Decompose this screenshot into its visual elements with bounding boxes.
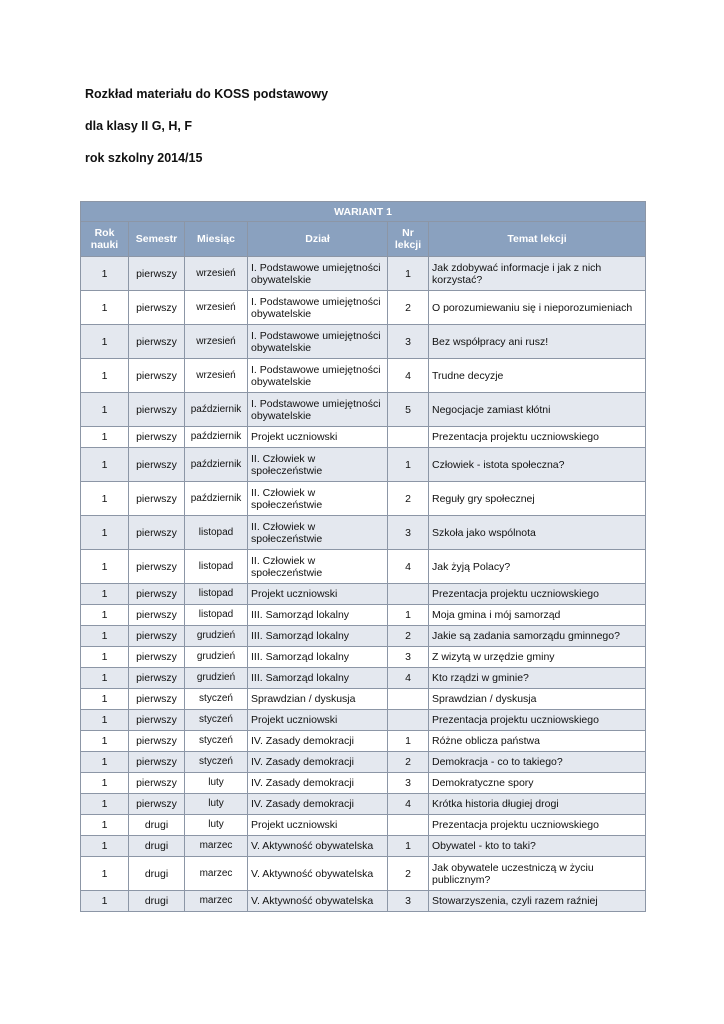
cell-lesson-topic: Sprawdzian / dyskusja bbox=[429, 689, 646, 710]
cell-semester: pierwszy bbox=[129, 448, 185, 482]
table-row bbox=[81, 584, 646, 605]
table-row bbox=[81, 836, 646, 857]
table-body bbox=[81, 257, 646, 912]
cell-lesson-number: 2 bbox=[388, 482, 429, 516]
cell-year: 1 bbox=[81, 605, 129, 626]
cell-lesson-topic: Szkoła jako wspólnota bbox=[429, 516, 646, 550]
syllabus-table bbox=[80, 201, 646, 912]
cell-semester: pierwszy bbox=[129, 291, 185, 325]
cell-lesson-topic: Jak żyją Polacy? bbox=[429, 550, 646, 584]
cell-year: 1 bbox=[81, 794, 129, 815]
cell-semester: pierwszy bbox=[129, 482, 185, 516]
table-row bbox=[81, 448, 646, 482]
cell-section: IV. Zasady demokracji bbox=[248, 794, 388, 815]
cell-lesson-number: 2 bbox=[388, 752, 429, 773]
cell-lesson-topic: Demokratyczne spory bbox=[429, 773, 646, 794]
cell-lesson-number: 1 bbox=[388, 605, 429, 626]
cell-section: I. Podstawowe umiejętności obywatelskie bbox=[248, 291, 388, 325]
cell-section: V. Aktywność obywatelska bbox=[248, 836, 388, 857]
cell-year: 1 bbox=[81, 689, 129, 710]
cell-semester: pierwszy bbox=[129, 710, 185, 731]
cell-year: 1 bbox=[81, 257, 129, 291]
cell-year: 1 bbox=[81, 626, 129, 647]
cell-year: 1 bbox=[81, 731, 129, 752]
cell-lesson-topic: Reguły gry społecznej bbox=[429, 482, 646, 516]
cell-lesson-number: 4 bbox=[388, 794, 429, 815]
cell-section: Projekt uczniowski bbox=[248, 584, 388, 605]
cell-month: wrzesień bbox=[185, 359, 248, 393]
cell-year: 1 bbox=[81, 815, 129, 836]
cell-section: II. Człowiek w społeczeństwie bbox=[248, 550, 388, 584]
cell-lesson-topic: Różne oblicza państwa bbox=[429, 731, 646, 752]
cell-semester: pierwszy bbox=[129, 668, 185, 689]
cell-lesson-number: 4 bbox=[388, 668, 429, 689]
cell-year: 1 bbox=[81, 773, 129, 794]
cell-lesson-topic: Jak zdobywać informacje i jak z nich korzystać? bbox=[429, 257, 646, 291]
table-row bbox=[81, 857, 646, 891]
cell-lesson-topic: Stowarzyszenia, czyli razem raźniej bbox=[429, 891, 646, 912]
cell-lesson-number: 1 bbox=[388, 836, 429, 857]
cell-lesson-topic: Demokracja - co to takiego? bbox=[429, 752, 646, 773]
cell-semester: pierwszy bbox=[129, 325, 185, 359]
table-row bbox=[81, 257, 646, 291]
table-row bbox=[81, 794, 646, 815]
cell-lesson-number: 4 bbox=[388, 550, 429, 584]
cell-lesson-number: 3 bbox=[388, 647, 429, 668]
cell-month: październik bbox=[185, 393, 248, 427]
cell-year: 1 bbox=[81, 891, 129, 912]
table-row bbox=[81, 752, 646, 773]
cell-semester: pierwszy bbox=[129, 584, 185, 605]
cell-semester: drugi bbox=[129, 857, 185, 891]
table-row bbox=[81, 325, 646, 359]
table-row bbox=[81, 359, 646, 393]
table-row bbox=[81, 668, 646, 689]
cell-section: Projekt uczniowski bbox=[248, 710, 388, 731]
cell-month: styczeń bbox=[185, 689, 248, 710]
class-heading: dla klasy II G, H, F bbox=[85, 119, 192, 133]
cell-semester: pierwszy bbox=[129, 550, 185, 584]
cell-year: 1 bbox=[81, 291, 129, 325]
table-row bbox=[81, 710, 646, 731]
cell-month: wrzesień bbox=[185, 257, 248, 291]
cell-lesson-topic: Prezentacja projektu uczniowskiego bbox=[429, 815, 646, 836]
column-header-section: Dział bbox=[248, 222, 388, 257]
cell-month: listopad bbox=[185, 605, 248, 626]
cell-year: 1 bbox=[81, 752, 129, 773]
column-header-lesson-number: Nr lekcji bbox=[388, 222, 429, 257]
cell-semester: pierwszy bbox=[129, 752, 185, 773]
cell-section: I. Podstawowe umiejętności obywatelskie bbox=[248, 359, 388, 393]
table-row bbox=[81, 815, 646, 836]
cell-lesson-number: 1 bbox=[388, 257, 429, 291]
table-row bbox=[81, 773, 646, 794]
table-row bbox=[81, 605, 646, 626]
cell-section: II. Człowiek w społeczeństwie bbox=[248, 516, 388, 550]
cell-month: grudzień bbox=[185, 626, 248, 647]
cell-section: Sprawdzian / dyskusja bbox=[248, 689, 388, 710]
cell-month: styczeń bbox=[185, 731, 248, 752]
cell-lesson-number bbox=[388, 689, 429, 710]
cell-month: wrzesień bbox=[185, 291, 248, 325]
cell-lesson-number: 2 bbox=[388, 626, 429, 647]
cell-semester: drugi bbox=[129, 891, 185, 912]
cell-month: marzec bbox=[185, 857, 248, 891]
cell-semester: pierwszy bbox=[129, 647, 185, 668]
cell-year: 1 bbox=[81, 584, 129, 605]
table-row bbox=[81, 550, 646, 584]
cell-lesson-number: 1 bbox=[388, 448, 429, 482]
table-row bbox=[81, 393, 646, 427]
cell-year: 1 bbox=[81, 482, 129, 516]
cell-month: luty bbox=[185, 794, 248, 815]
cell-lesson-topic: Obywatel - kto to taki? bbox=[429, 836, 646, 857]
cell-lesson-number: 4 bbox=[388, 359, 429, 393]
cell-lesson-number: 5 bbox=[388, 393, 429, 427]
cell-month: grudzień bbox=[185, 647, 248, 668]
cell-lesson-topic: Prezentacja projektu uczniowskiego bbox=[429, 584, 646, 605]
cell-lesson-topic: Jakie są zadania samorządu gminnego? bbox=[429, 626, 646, 647]
cell-lesson-number: 2 bbox=[388, 857, 429, 891]
cell-lesson-number: 3 bbox=[388, 891, 429, 912]
cell-section: V. Aktywność obywatelska bbox=[248, 857, 388, 891]
cell-year: 1 bbox=[81, 647, 129, 668]
cell-year: 1 bbox=[81, 325, 129, 359]
cell-year: 1 bbox=[81, 550, 129, 584]
school-year-heading: rok szkolny 2014/15 bbox=[85, 151, 203, 165]
cell-lesson-number: 3 bbox=[388, 516, 429, 550]
cell-section: Projekt uczniowski bbox=[248, 427, 388, 448]
cell-month: listopad bbox=[185, 584, 248, 605]
cell-year: 1 bbox=[81, 710, 129, 731]
cell-section: IV. Zasady demokracji bbox=[248, 752, 388, 773]
cell-year: 1 bbox=[81, 857, 129, 891]
cell-lesson-topic: Krótka historia długiej drogi bbox=[429, 794, 646, 815]
table-row bbox=[81, 427, 646, 448]
cell-semester: pierwszy bbox=[129, 393, 185, 427]
table-row bbox=[81, 891, 646, 912]
cell-lesson-number bbox=[388, 427, 429, 448]
cell-lesson-number bbox=[388, 584, 429, 605]
cell-year: 1 bbox=[81, 393, 129, 427]
cell-semester: pierwszy bbox=[129, 689, 185, 710]
cell-lesson-number bbox=[388, 710, 429, 731]
column-header-month: Miesiąc bbox=[185, 222, 248, 257]
cell-month: grudzień bbox=[185, 668, 248, 689]
cell-lesson-topic: Człowiek - istota społeczna? bbox=[429, 448, 646, 482]
cell-section: I. Podstawowe umiejętności obywatelskie bbox=[248, 257, 388, 291]
cell-semester: drugi bbox=[129, 836, 185, 857]
cell-semester: pierwszy bbox=[129, 359, 185, 393]
cell-section: IV. Zasady demokracji bbox=[248, 773, 388, 794]
cell-lesson-topic: Prezentacja projektu uczniowskiego bbox=[429, 710, 646, 731]
cell-month: styczeń bbox=[185, 752, 248, 773]
cell-month: październik bbox=[185, 448, 248, 482]
cell-year: 1 bbox=[81, 516, 129, 550]
cell-lesson-topic: Kto rządzi w gminie? bbox=[429, 668, 646, 689]
cell-semester: pierwszy bbox=[129, 516, 185, 550]
variant-header: WARIANT 1 bbox=[81, 202, 646, 222]
cell-section: I. Podstawowe umiejętności obywatelskie bbox=[248, 393, 388, 427]
cell-semester: pierwszy bbox=[129, 731, 185, 752]
cell-semester: drugi bbox=[129, 815, 185, 836]
cell-semester: pierwszy bbox=[129, 605, 185, 626]
cell-month: luty bbox=[185, 815, 248, 836]
cell-semester: pierwszy bbox=[129, 773, 185, 794]
cell-month: styczeń bbox=[185, 710, 248, 731]
cell-year: 1 bbox=[81, 836, 129, 857]
column-header-year: Rok nauki bbox=[81, 222, 129, 257]
cell-lesson-number: 2 bbox=[388, 291, 429, 325]
cell-month: listopad bbox=[185, 516, 248, 550]
cell-lesson-topic: Negocjacje zamiast kłótni bbox=[429, 393, 646, 427]
cell-lesson-topic: Bez współpracy ani rusz! bbox=[429, 325, 646, 359]
cell-lesson-number: 3 bbox=[388, 773, 429, 794]
cell-lesson-topic: Jak obywatele uczestniczą w życiu publicznym? bbox=[429, 857, 646, 891]
cell-semester: pierwszy bbox=[129, 427, 185, 448]
cell-lesson-topic: Prezentacja projektu uczniowskiego bbox=[429, 427, 646, 448]
table-row bbox=[81, 626, 646, 647]
table-row bbox=[81, 731, 646, 752]
cell-section: III. Samorząd lokalny bbox=[248, 668, 388, 689]
cell-semester: pierwszy bbox=[129, 626, 185, 647]
cell-lesson-number: 3 bbox=[388, 325, 429, 359]
cell-year: 1 bbox=[81, 427, 129, 448]
cell-month: październik bbox=[185, 427, 248, 448]
cell-lesson-number: 1 bbox=[388, 731, 429, 752]
cell-lesson-topic: O porozumiewaniu się i nieporozumieniach bbox=[429, 291, 646, 325]
table-row bbox=[81, 482, 646, 516]
table-row bbox=[81, 516, 646, 550]
column-header-lesson-topic: Temat lekcji bbox=[429, 222, 646, 257]
table-row bbox=[81, 647, 646, 668]
table-row bbox=[81, 291, 646, 325]
cell-section: Projekt uczniowski bbox=[248, 815, 388, 836]
cell-month: marzec bbox=[185, 891, 248, 912]
cell-year: 1 bbox=[81, 359, 129, 393]
column-header-semester: Semestr bbox=[129, 222, 185, 257]
cell-year: 1 bbox=[81, 448, 129, 482]
cell-month: marzec bbox=[185, 836, 248, 857]
cell-section: IV. Zasady demokracji bbox=[248, 731, 388, 752]
cell-lesson-topic: Z wizytą w urzędzie gminy bbox=[429, 647, 646, 668]
cell-section: II. Człowiek w społeczeństwie bbox=[248, 448, 388, 482]
cell-month: luty bbox=[185, 773, 248, 794]
cell-month: wrzesień bbox=[185, 325, 248, 359]
cell-semester: pierwszy bbox=[129, 794, 185, 815]
cell-section: V. Aktywność obywatelska bbox=[248, 891, 388, 912]
cell-year: 1 bbox=[81, 668, 129, 689]
cell-month: październik bbox=[185, 482, 248, 516]
cell-lesson-topic: Trudne decyzje bbox=[429, 359, 646, 393]
cell-semester: pierwszy bbox=[129, 257, 185, 291]
cell-lesson-topic: Moja gmina i mój samorząd bbox=[429, 605, 646, 626]
cell-section: III. Samorząd lokalny bbox=[248, 605, 388, 626]
cell-lesson-number bbox=[388, 815, 429, 836]
cell-section: II. Człowiek w społeczeństwie bbox=[248, 482, 388, 516]
table-row bbox=[81, 689, 646, 710]
cell-section: III. Samorząd lokalny bbox=[248, 647, 388, 668]
cell-section: III. Samorząd lokalny bbox=[248, 626, 388, 647]
cell-month: listopad bbox=[185, 550, 248, 584]
document-title: Rozkład materiału do KOSS podstawowy bbox=[85, 87, 329, 101]
cell-section: I. Podstawowe umiejętności obywatelskie bbox=[248, 325, 388, 359]
